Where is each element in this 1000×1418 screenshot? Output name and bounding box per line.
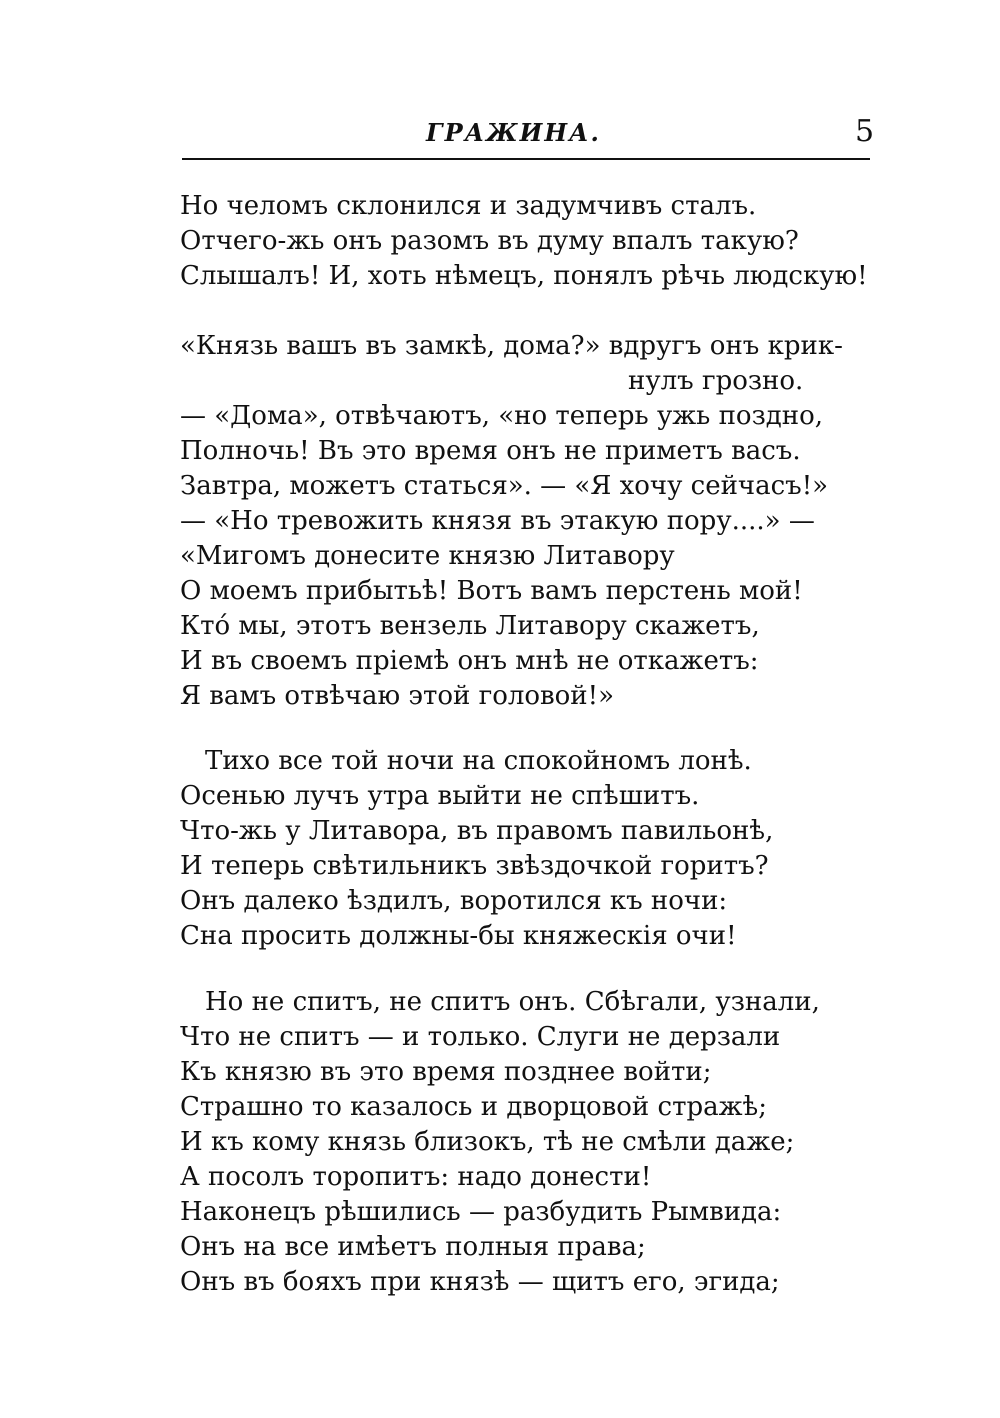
- verse-line: И къ кому князь близокъ, тѣ не смѣли даже;: [180, 1127, 795, 1157]
- running-title: ГРАЖИНА.: [426, 118, 601, 147]
- verse-line: Но челомъ склонился и задумчивъ сталъ.: [180, 191, 757, 221]
- verse-line: Онъ на все имѣетъ полныя права;: [180, 1232, 646, 1262]
- header-rule: [182, 158, 870, 160]
- verse-line: Страшно то казалось и дворцовой стражѣ;: [180, 1092, 767, 1122]
- verse-line: Осенью лучъ утра выйти не спѣшитъ.: [180, 781, 700, 811]
- verse-line: Сна просить должны-бы княжескія очи!: [180, 921, 737, 951]
- page-number: 5: [855, 114, 875, 149]
- verse-line: Отчего-жь онъ разомъ въ думу впалъ такую?: [180, 226, 799, 256]
- verse-line: «Мигомъ донесите князю Литавору: [180, 541, 675, 571]
- verse-line: Но не спитъ, не спитъ онъ. Сбѣгали, узнали,: [205, 987, 820, 1017]
- verse-line: И въ своемъ пріемѣ онъ мнѣ не откажетъ:: [180, 646, 759, 676]
- verse-line: — «Но тревожить князя въ этакую пору....» —: [180, 506, 815, 536]
- verse-line: Тихо все той ночи на спокойномъ лонѣ.: [205, 746, 752, 776]
- verse-line: Что-жь у Литавора, въ правомъ павильонѣ,: [180, 816, 774, 846]
- verse-line: А посолъ торопитъ: надо донести!: [180, 1162, 652, 1192]
- verse-line: Слышалъ! И, хоть нѣмецъ, понялъ рѣчь людскую!: [180, 261, 868, 291]
- verse-line: Что не спитъ — и только. Слуги не дерзали: [180, 1022, 781, 1052]
- verse-line: Завтра, можетъ статься». — «Я хочу сейчасъ!»: [180, 471, 829, 501]
- verse-line: Къ князю въ это время позднее войти;: [180, 1057, 712, 1087]
- verse-line: Полночь! Въ это время онъ не приметъ васъ.: [180, 436, 801, 466]
- verse-line: Наконецъ рѣшились — разбудить Рымвида:: [180, 1197, 782, 1227]
- verse-line: «Князь вашъ въ замкѣ, дома?» вдругъ онъ крик-: [180, 331, 843, 361]
- verse-line: Ктó мы, этотъ вензель Литавору скажетъ,: [180, 611, 760, 641]
- verse-line: Онъ далеко ѣздилъ, воротился къ ночи:: [180, 886, 728, 916]
- verse-line: Я вамъ отвѣчаю этой головой!»: [180, 681, 614, 711]
- verse-line: И теперь свѣтильникъ звѣздочкой горитъ?: [180, 851, 769, 881]
- verse-line: Онъ въ бояхъ при князѣ — щитъ его, эгида;: [180, 1267, 780, 1297]
- verse-line-continuation: нулъ грозно.: [628, 366, 804, 396]
- verse-line: — «Дома», отвѣчаютъ, «но теперь ужь поздно,: [180, 401, 824, 431]
- verse-line: О моемъ прибытьѣ! Вотъ вамъ перстень мой!: [180, 576, 803, 606]
